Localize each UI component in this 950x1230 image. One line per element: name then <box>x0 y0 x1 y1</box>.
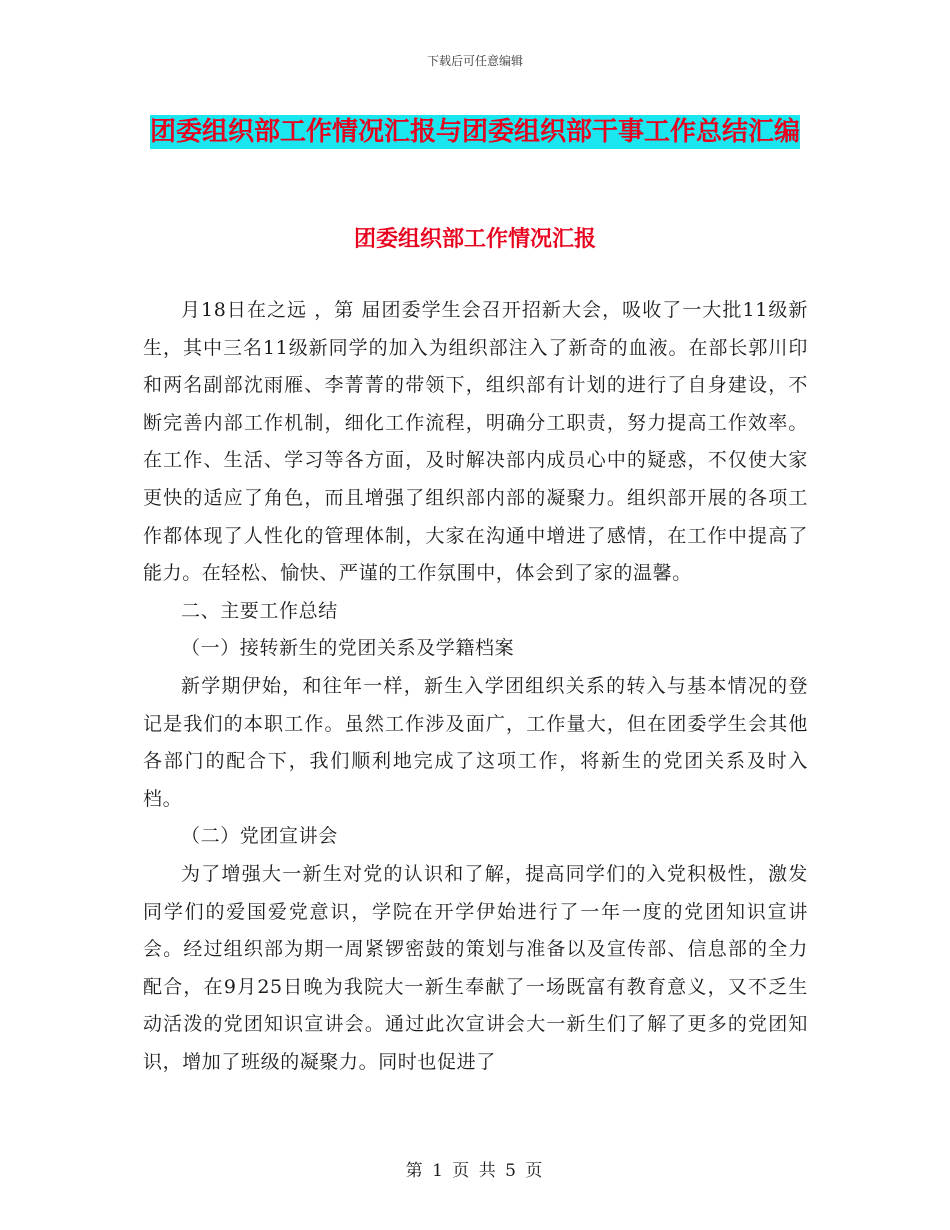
subheading-transfer: （一）接转新生的党团关系及学籍档案 <box>181 637 515 660</box>
document-title-text: 团委组织部工作情况汇报与团委组织部干事工作总结汇编 <box>149 117 800 147</box>
paragraph: 月18日在之远 ，第 届团委学生会召开招新大会，吸收了一大批11级新生，其中三名11级新同学的加入为组织部注入了新奇的血液。在部长郭川印和两名副部沈雨雁、李菁菁的带领下，组织部有计划的进行了自身建设，不断完善内部工作机制，细化工作流程，明确分工职责，努力提高工作效率。在工作、生活、学习等各方面，及时解决部内成员心中的疑惑，不仅使大家更快的适应了角色，而且增强了组织部内部的凝聚力。组织部开展的各项工作都体现了人性化的管理体制，大家在沟通中增进了感情，在工作中提高了能力。在轻松、愉快、严谨的工作氛围中，体会到了家的温馨。 <box>143 299 808 585</box>
header-note: 下载后可任意编辑 <box>426 54 523 68</box>
heading-main-summary: 二、主要工作总结 <box>181 599 338 622</box>
paragraph: 新学期伊始，和往年一样，新生入学团组织关系的转入与基本情况的登记是我们的本职工作。虽然工作涉及面广，工作量大，但在团委学生会其他各部门的配合下，我们顺利地完成了这项工作，将新生的党团关系及时入档。 <box>143 674 808 810</box>
page-footer: 第 1 页 共 5 页 <box>405 1161 545 1181</box>
document-body <box>143 292 808 1081</box>
subheading-lecture: （二）党团宣讲会 <box>181 825 338 848</box>
document-title <box>140 108 810 156</box>
section-title: 团委组织部工作情况汇报 <box>353 227 596 252</box>
paragraph: 为了增强大一新生对党的认识和了解，提高同学们的入党积极性，激发同学们的爱国爱党意识，学院在开学伊始进行了一年一度的党团知识宣讲会。经过组织部为期一周紧锣密鼓的策划与准备以及宣传部、信息部的全力配合，在9月25日晚为我院大一新生奉献了一场既富有教育意义，又不乏生动活泼的党团知识宣讲会。通过此次宣讲会大一新生们了解了更多的党团知识，增加了班级的凝聚力。同时也促进了 <box>143 862 808 1073</box>
